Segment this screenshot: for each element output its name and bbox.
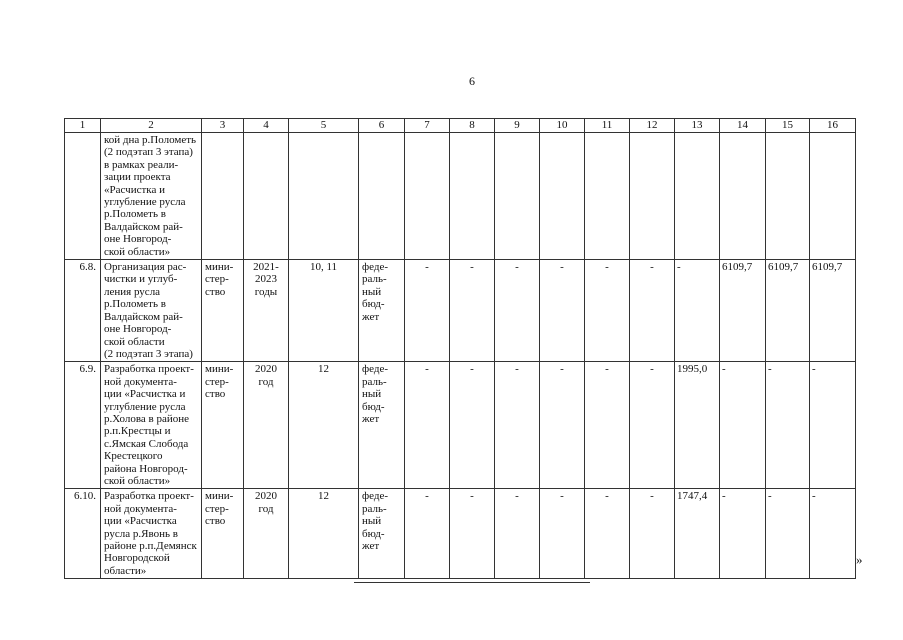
amount-cell: - — [766, 489, 810, 579]
header-cell: 6 — [359, 119, 405, 133]
header-row — [65, 119, 856, 133]
target-indicator-cell — [289, 133, 359, 260]
target-indicator-cell: 12 — [289, 362, 359, 489]
measure-name: Разработка проект- ной документа- ции «Расчистка и углубление русла р.Холова в районе р.п.Крестцы и с.Ямская Слобода Крестецкого района Новгород- ской области» — [101, 362, 202, 489]
period-cell: 2020 год — [244, 489, 289, 579]
amount-cell: 1747,4 — [675, 489, 720, 579]
amount-cell — [675, 133, 720, 260]
funding-source-cell: феде- раль- ный бюд- жет — [359, 362, 405, 489]
header-cell: 14 — [720, 119, 766, 133]
amount-cell: - — [540, 489, 585, 579]
amount-cell: - — [630, 362, 675, 489]
amount-cell — [766, 133, 810, 260]
funding-source-cell — [359, 133, 405, 260]
funding-source-cell: феде- раль- ный бюд- жет — [359, 260, 405, 362]
header-cell: 9 — [495, 119, 540, 133]
amount-cell: 6109,7 — [766, 260, 810, 362]
amount-cell: - — [766, 362, 810, 489]
amount-cell: - — [540, 362, 585, 489]
amount-cell: - — [495, 260, 540, 362]
executor-cell: мини- стер- ство — [202, 260, 244, 362]
amount-cell: - — [630, 260, 675, 362]
amount-cell: - — [630, 489, 675, 579]
row-number — [65, 133, 101, 260]
amount-cell: - — [810, 362, 856, 489]
header-cell: 11 — [585, 119, 630, 133]
amount-cell: 6109,7 — [720, 260, 766, 362]
header-cell: 7 — [405, 119, 450, 133]
measure-name: Разработка проект- ной документа- ции «Расчистка русла р.Явонь в районе р.п.Демянск Новгородской области» — [101, 489, 202, 579]
header-cell: 13 — [675, 119, 720, 133]
amount-cell: - — [720, 362, 766, 489]
target-indicator-cell: 10, 11 — [289, 260, 359, 362]
measure-name: кой дна р.Полометь (2 подэтап 3 этапа) в рамках реали- зации проекта «Расчистка и углубление русла р.Полометь в Валдайском рай- оне Новгород- ской области» — [101, 133, 202, 260]
page-number: 6 — [469, 74, 475, 88]
amount-cell: - — [810, 489, 856, 579]
measure-name: Организация рас- чистки и углуб- ления русла р.Полометь в Валдайском рай- оне Новгород- ской области (2 подэтап 3 этапа) — [101, 260, 202, 362]
amount-cell: - — [405, 489, 450, 579]
amount-cell: - — [495, 489, 540, 579]
amount-cell: - — [405, 362, 450, 489]
period-cell — [244, 133, 289, 260]
amount-cell — [495, 133, 540, 260]
header-cell: 2 — [101, 119, 202, 133]
period-cell: 2020 год — [244, 362, 289, 489]
amount-cell — [810, 133, 856, 260]
executor-cell — [202, 133, 244, 260]
table-row — [65, 133, 856, 260]
period-cell: 2021- 2023 годы — [244, 260, 289, 362]
closing-quote: » — [856, 552, 863, 567]
amount-cell: - — [495, 362, 540, 489]
amount-cell: - — [450, 260, 495, 362]
header-cell: 3 — [202, 119, 244, 133]
header-cell: 15 — [766, 119, 810, 133]
header-cell: 16 — [810, 119, 856, 133]
footer-divider — [354, 582, 590, 583]
amount-cell: - — [450, 489, 495, 579]
executor-cell: мини- стер- ство — [202, 362, 244, 489]
amount-cell: - — [720, 489, 766, 579]
header-cell: 1 — [65, 119, 101, 133]
amount-cell: - — [585, 260, 630, 362]
amount-cell — [630, 133, 675, 260]
amount-cell: 1995,0 — [675, 362, 720, 489]
amount-cell — [540, 133, 585, 260]
amount-cell — [405, 133, 450, 260]
table-row — [65, 489, 856, 579]
amount-cell: - — [585, 362, 630, 489]
amount-cell: - — [585, 489, 630, 579]
table-row — [65, 362, 856, 489]
header-cell: 12 — [630, 119, 675, 133]
target-indicator-cell: 12 — [289, 489, 359, 579]
amount-cell: - — [450, 362, 495, 489]
row-number: 6.10. — [65, 489, 101, 579]
header-cell: 8 — [450, 119, 495, 133]
program-table — [64, 118, 856, 579]
table-row — [65, 260, 856, 362]
amount-cell — [720, 133, 766, 260]
amount-cell: 6109,7 — [810, 260, 856, 362]
row-number: 6.9. — [65, 362, 101, 489]
amount-cell: - — [675, 260, 720, 362]
row-number: 6.8. — [65, 260, 101, 362]
amount-cell — [450, 133, 495, 260]
header-cell: 5 — [289, 119, 359, 133]
amount-cell: - — [540, 260, 585, 362]
header-cell: 4 — [244, 119, 289, 133]
amount-cell — [585, 133, 630, 260]
amount-cell: - — [405, 260, 450, 362]
funding-source-cell: феде- раль- ный бюд- жет — [359, 489, 405, 579]
executor-cell: мини- стер- ство — [202, 489, 244, 579]
header-cell: 10 — [540, 119, 585, 133]
